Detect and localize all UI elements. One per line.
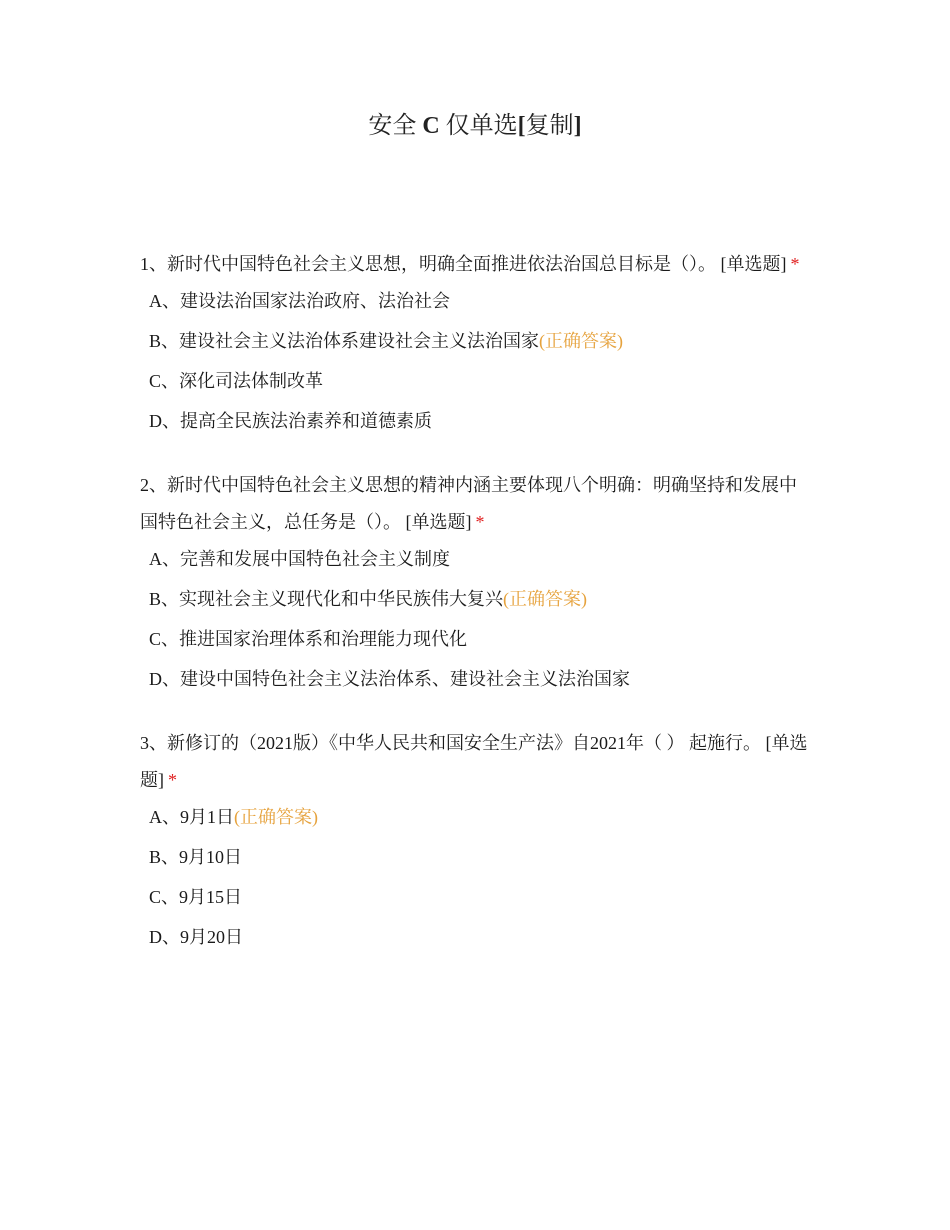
question-2 [140, 467, 810, 691]
correct-answer-label: (正确答案) [234, 807, 318, 827]
question-1-option-d [149, 409, 810, 433]
question-3 [140, 725, 810, 949]
option-text: B、建设社会主义法治体系建设社会主义法治国家 [149, 331, 540, 351]
option-text: C、9月15日 [149, 887, 243, 907]
required-marker: * [475, 512, 485, 532]
title-part-1: 安全 [368, 113, 417, 139]
question-3-option-c [149, 885, 810, 909]
question-1 [140, 246, 810, 433]
option-text: C、深化司法体制改革 [149, 371, 324, 391]
title-bracket-open: [ [517, 113, 526, 139]
option-text: B、实现社会主义现代化和中华民族伟大复兴 [149, 589, 504, 609]
option-text: A、9月1日 [149, 807, 234, 827]
question-1-stem: 1、新时代中国特色社会主义思想，明确全面推进依法治国总目标是（）。 [单选题] [140, 254, 787, 274]
option-text: A、完善和发展中国特色社会主义制度 [149, 549, 450, 569]
option-text: D、提高全民族法治素养和道德素质 [149, 411, 432, 431]
question-2-option-a [149, 547, 810, 571]
correct-answer-label: (正确答案) [539, 331, 624, 351]
question-1-text [140, 246, 810, 283]
question-2-stem: 2、新时代中国特色社会主义思想的精神内涵主要体现八个明确：明确坚持和发展中国特色社会主义，总任务是（）。 [单选题] [140, 475, 797, 532]
option-text: D、9月20日 [149, 927, 243, 947]
question-2-option-d [149, 667, 810, 691]
question-3-option-a [149, 805, 810, 829]
question-2-option-b [149, 587, 810, 611]
required-marker: * [790, 254, 800, 274]
question-3-stem: 3、新修订的（2021版）《中华人民共和国安全生产法》自2021年（ ） 起施行。 [单选题] [140, 733, 808, 790]
option-text: C、推进国家治理体系和治理能力现代化 [149, 629, 468, 649]
question-3-option-b [149, 845, 810, 869]
question-1-option-b [149, 329, 810, 353]
question-list [140, 246, 810, 983]
question-3-option-d [149, 925, 810, 949]
option-text: D、建设中国特色社会主义法治体系、建设社会主义法治国家 [149, 669, 630, 689]
question-1-option-c [149, 369, 810, 393]
correct-answer-label: (正确答案) [503, 589, 588, 609]
option-text: B、9月10日 [149, 847, 243, 867]
option-text: A、建设法治国家法治政府、法治社会 [149, 291, 450, 311]
document-title [0, 108, 950, 144]
title-bracket-close: ] [573, 113, 582, 139]
title-part-3: 仅单选 [445, 113, 518, 139]
question-1-option-a [149, 289, 810, 313]
required-marker: * [168, 770, 177, 790]
title-part-5: 复制 [525, 113, 574, 139]
question-2-text [140, 467, 810, 541]
question-3-text [140, 725, 810, 799]
title-part-2: C [422, 113, 440, 139]
question-2-option-c [149, 627, 810, 651]
